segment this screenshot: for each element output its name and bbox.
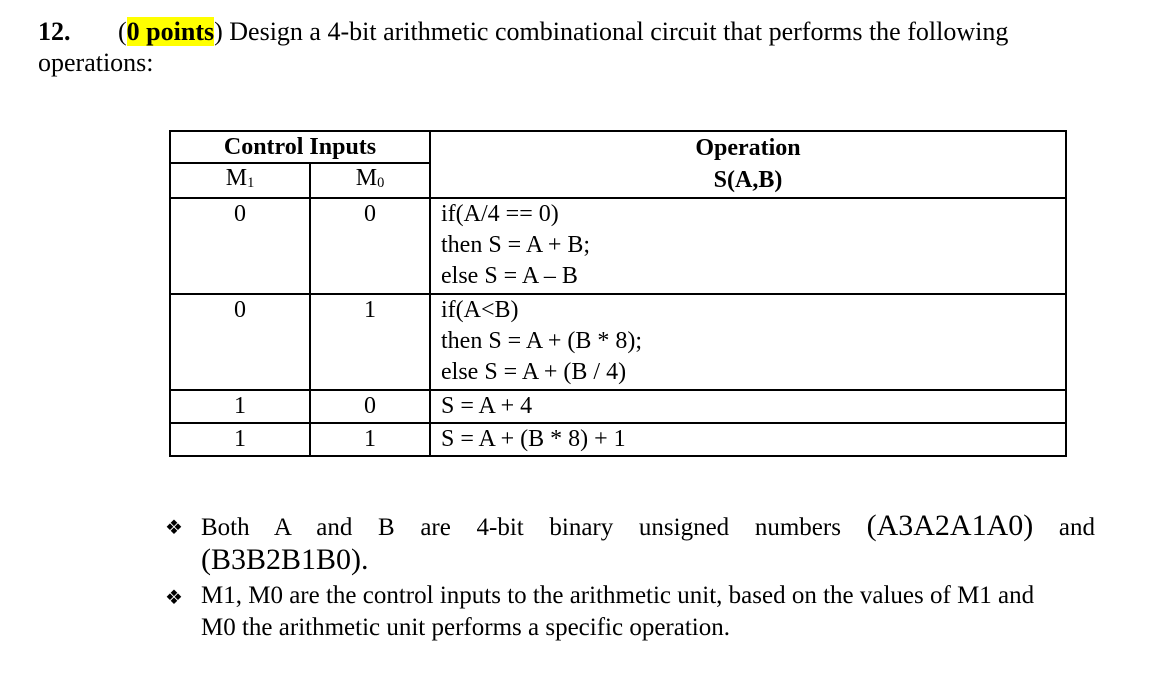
question-number: 12. [38, 17, 71, 46]
notes-list [165, 510, 1095, 646]
operation-cell: S = A + 4 [430, 390, 1066, 423]
m1-cell: 1 [170, 423, 310, 456]
points-badge: 0 points [126, 17, 215, 46]
m0-header: M0 [310, 163, 430, 198]
table-row [170, 390, 1066, 423]
operations-table [169, 130, 1067, 457]
diamond-bullet-icon: ❖ [165, 585, 183, 609]
operation-cell: if(A/4 == 0) then S = A + B; else S = A – B [430, 198, 1066, 294]
note1-and: and [1058, 514, 1096, 541]
m1-cell: 0 [170, 198, 310, 294]
operation-cell: S = A + (B * 8) + 1 [430, 423, 1066, 456]
question-text: Design a 4-bit arithmetic combinational circuit that performs the following [229, 17, 1009, 46]
list-item [165, 580, 1095, 644]
list-item [165, 510, 1095, 578]
m0-cell: 1 [310, 294, 430, 390]
note1-text: Both A and B are 4-bit binary unsigned numbers [201, 514, 841, 541]
question-header: 12. (0 points) Design a 4-bit arithmetic combinational circuit that performs the following operations: [38, 17, 1009, 77]
note2-line1: M1, M0 are the control inputs to the arithmetic unit, based on the values of M1 and [201, 582, 1035, 609]
table-row [170, 423, 1066, 456]
subheader-row [170, 163, 1066, 198]
question-text-cont: operations: [38, 48, 154, 77]
m1-cell: 1 [170, 390, 310, 423]
m0-cell: 0 [310, 198, 430, 294]
control-inputs-header: Control Inputs [170, 131, 430, 163]
s-header: S(A,B) [430, 163, 1066, 198]
diamond-bullet-icon: ❖ [165, 515, 183, 539]
table-row [170, 198, 1066, 294]
operation-header: Operation [430, 131, 1066, 163]
header-row [170, 131, 1066, 163]
table-row [170, 294, 1066, 390]
operation-cell: if(A<B) then S = A + (B * 8); else S = A + (B / 4) [430, 294, 1066, 390]
m1-header: M1 [170, 163, 310, 198]
m0-cell: 1 [310, 423, 430, 456]
note1-b-bits: (B3B2B1B0). [201, 543, 369, 576]
m1-cell: 0 [170, 294, 310, 390]
note2-line2: M0 the arithmetic unit performs a specific operation. [201, 614, 730, 641]
note1-a-bits: (A3A2A1A0) [866, 509, 1034, 542]
m0-cell: 0 [310, 390, 430, 423]
